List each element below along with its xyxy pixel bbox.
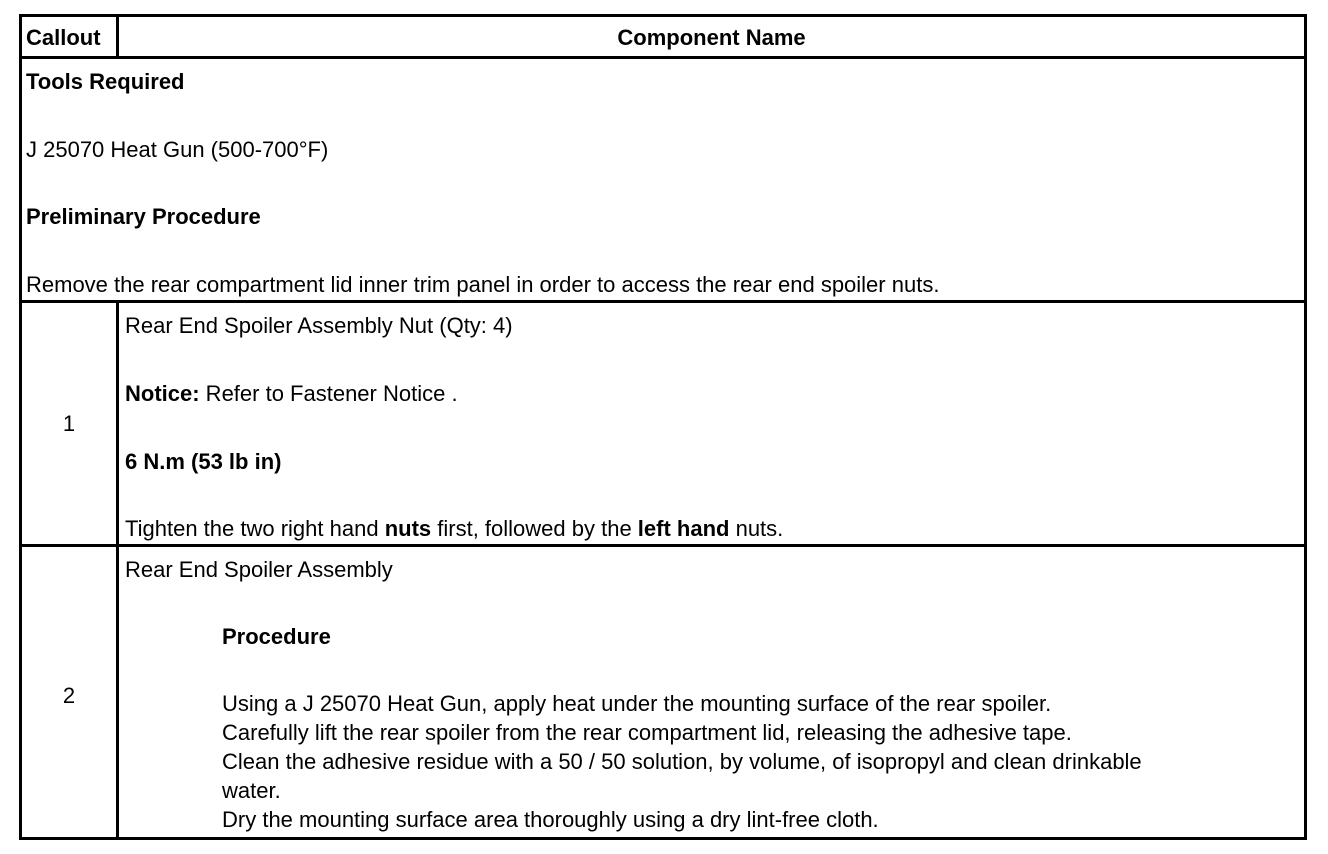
preliminary-procedure-heading: Preliminary Procedure (26, 204, 261, 229)
procedure-step: Carefully lift the rear spoiler from the rear compartment lid, releasing the adhesive tape. (222, 720, 1072, 745)
table-row (22, 303, 1304, 547)
notice-line (125, 381, 458, 407)
column-divider (116, 303, 119, 544)
tool-item: J 25070 Heat Gun (500-700°F) (26, 137, 329, 162)
component-name: Rear End Spoiler Assembly (125, 557, 393, 582)
tighten-emphasis: left hand (637, 516, 730, 541)
procedure-table (19, 14, 1307, 840)
procedure-heading: Procedure (222, 624, 331, 649)
preliminary-procedure-text: Remove the rear compartment lid inner trim panel in order to access the rear end spoiler nuts. (26, 272, 940, 297)
procedure-step: Using a J 25070 Heat Gun, apply heat under the mounting surface of the rear spoiler. (222, 691, 1052, 716)
callout-number: 1 (62, 411, 76, 436)
component-name-column-header: Component Name (617, 25, 806, 50)
component-name: Rear End Spoiler Assembly Nut (Qty: 4) (125, 313, 513, 338)
procedure-step: Clean the adhesive residue with a 50 / 50 solution, by volume, of isopropyl and clean drinkable (222, 749, 1142, 774)
notice-text: Refer to Fastener Notice . (199, 381, 458, 406)
tighten-emphasis: nuts (384, 516, 432, 541)
callout-column-header: Callout (26, 25, 101, 50)
torque-spec: 6 N.m (53 lb in) (125, 449, 282, 474)
tighten-text: first, followed by the (431, 516, 638, 541)
procedure-step: water. (222, 778, 281, 803)
tighten-text: nuts. (729, 516, 784, 541)
notice-label: Notice: (125, 381, 200, 406)
table-row (22, 547, 1304, 837)
procedure-step: Dry the mounting surface area thoroughly using a dry lint-free cloth. (222, 807, 879, 832)
table-header-row (22, 17, 1304, 59)
callout-number: 2 (62, 683, 76, 708)
tighten-text: Tighten the two right hand (125, 516, 385, 541)
tools-required-heading: Tools Required (26, 69, 185, 94)
tools-required-row (22, 59, 1304, 303)
column-divider (116, 547, 119, 837)
tighten-instruction (125, 516, 783, 542)
